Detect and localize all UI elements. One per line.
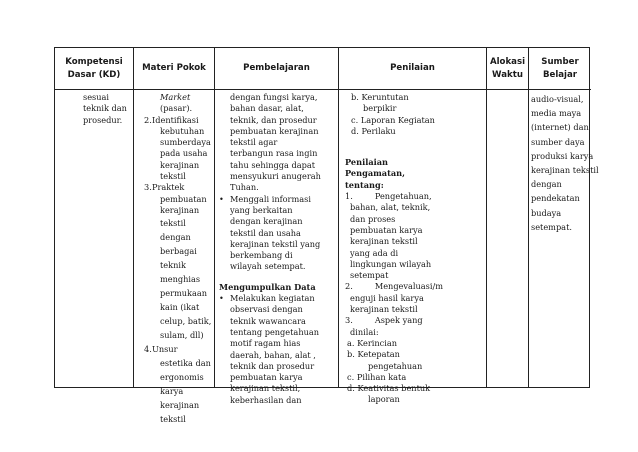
pembelajaran-line: Menggali informasi — [230, 193, 311, 204]
penilaian-line: Ketepatan — [357, 349, 400, 360]
penilaian-line: Laporan Kegiatan — [360, 114, 435, 125]
sumber-line: dengan — [531, 179, 562, 190]
penilaian-line: lingkungan wilayah — [350, 258, 432, 269]
sumber-line: kerajinan tekstil — [531, 165, 599, 176]
penilaian-label: d. — [351, 125, 359, 136]
materi-line: menghias — [160, 274, 201, 285]
materi-line: pada usaha — [160, 148, 208, 159]
materi-line: tekstil — [160, 171, 186, 182]
pembelajaran-line: dengan kerajinan — [230, 216, 303, 227]
sumber-line: media maya — [531, 108, 582, 119]
pembelajaran-line: kerajinan tekstil yang — [230, 238, 321, 249]
penilaian-line: Pengetahuan, — [374, 191, 432, 202]
penilaian-label: d. — [347, 383, 355, 394]
sumber-line: sumber daya — [531, 136, 585, 147]
penilaian-line: Keruntutan — [361, 92, 409, 102]
materi-line: teknik — [160, 260, 186, 271]
penilaian-heading: tentang: — [345, 179, 384, 190]
pembelajaran-line: motif ragam hias — [230, 338, 301, 349]
penilaian-line: dan proses — [350, 213, 396, 224]
header-kompetensi-line2: Dasar (KD) — [67, 69, 121, 80]
penilaian-heading: Pengamatan, — [345, 168, 405, 179]
sumber-line: produksi karya — [531, 150, 594, 161]
header-sumber-label: Sumber Belajar — [541, 56, 579, 80]
materi-line: kain (ikat — [160, 302, 200, 313]
header-penilaian-label: Penilaian — [390, 63, 435, 73]
pembelajaran-line: teknik, dan prosedur — [230, 114, 317, 125]
materi-line: sumberdaya — [160, 137, 211, 148]
pembelajaran-line: teknik dan prosedur — [230, 360, 315, 371]
penilaian-line: Keativitas bentuk — [357, 383, 431, 394]
materi-line: dengan — [160, 232, 191, 243]
pembelajaran-line: Melakukan kegiatan — [230, 293, 315, 304]
pembelajaran-line: kerajinan tekstil, — [230, 383, 301, 394]
penilaian-line: pembuatan karya — [350, 224, 423, 235]
header-pembelajaran — [215, 48, 339, 90]
penilaian-line: Pilihan kata — [356, 371, 407, 382]
pembelajaran-line: pembuatan kerajinan — [230, 125, 319, 136]
pembelajaran-line: mensyukuri anugerah — [230, 171, 321, 182]
penilaian-line: bahan, alat, teknik, — [350, 202, 431, 213]
pembelajaran-line: daerah, bahan, alat , — [230, 349, 316, 360]
kd-line: sesuai — [83, 92, 110, 102]
pembelajaran-line: tekstil agar — [230, 137, 278, 148]
pembelajaran-line: bahan dasar, alat, — [230, 103, 304, 114]
pembelajaran-line: wilayah setempat. — [230, 261, 306, 272]
header-materi — [134, 48, 215, 90]
alokasi-cell — [487, 90, 529, 387]
materi-line: sulam, dll) — [160, 330, 204, 341]
pembelajaran-cell — [215, 90, 339, 405]
penilaian-label: a. — [347, 337, 355, 348]
header-penilaian — [339, 48, 487, 90]
penilaian-line: kerajinan tekstil — [350, 236, 418, 247]
header-alokasi-line1: Alokasi — [489, 56, 526, 67]
materi-line: Unsur — [152, 344, 178, 355]
materi-number: 3. — [144, 182, 152, 193]
materi-number: 2. — [144, 114, 152, 125]
materi-line: ergonomis — [160, 372, 204, 383]
pembelajaran-line: berkembang di — [230, 250, 293, 261]
header-kompetensi — [55, 48, 134, 90]
penilaian-label: c. — [347, 371, 355, 382]
header-pembelajaran-label: Pembelajaran — [243, 63, 310, 73]
pembelajaran-line: dengan fungsi karya, — [230, 92, 318, 102]
pembelajaran-line: keberhasilan dan — [230, 394, 302, 405]
materi-line: (pasar). — [160, 103, 193, 114]
header-alokasi-line2: Waktu — [492, 69, 523, 80]
kd-cell — [55, 90, 134, 387]
header-sumber — [529, 48, 591, 90]
penilaian-label: c. — [351, 114, 359, 125]
materi-line: tekstil — [160, 218, 186, 229]
syllabus-table — [54, 47, 599, 425]
sumber-line: setempat. — [531, 221, 572, 232]
materi-line: celup, batik, — [160, 316, 212, 327]
penilaian-line: berpikir — [363, 103, 397, 114]
materi-number: 4. — [144, 344, 152, 355]
sumber-line: pendekatan — [531, 193, 580, 204]
section-heading: Mengumpulkan Data — [219, 281, 316, 292]
sumber-line: audio-visual, — [531, 94, 584, 104]
sumber-line: (internet) dan — [531, 122, 589, 133]
pembelajaran-line: tentang pengetahuan — [230, 326, 320, 337]
header-alokasi — [487, 48, 529, 90]
penilaian-line: Perilaku — [361, 125, 396, 136]
materi-line: kerajinan — [160, 159, 200, 170]
materi-line: Praktek — [152, 182, 185, 193]
materi-line: Identifikasi — [152, 114, 199, 125]
pembelajaran-line: yang berkaitan — [230, 204, 293, 215]
sumber-line: budaya — [531, 207, 562, 218]
materi-line: kebutuhan — [160, 125, 205, 136]
penilaian-number: 2. — [345, 281, 353, 292]
bullet-icon: • — [219, 293, 224, 304]
penilaian-line: kerajinan tekstil — [350, 304, 418, 315]
penilaian-label: b. — [347, 349, 355, 360]
pembelajaran-line: observasi dengan — [230, 304, 303, 315]
materi-line: tekstil — [160, 414, 186, 425]
penilaian-line: dinilai: — [350, 326, 379, 337]
penilaian-line: setempat — [350, 270, 389, 281]
penilaian-line: laporan — [368, 394, 400, 405]
kd-line: prosedur. — [83, 114, 123, 125]
bullet-icon: • — [219, 193, 224, 204]
materi-line: permukaan — [160, 288, 208, 299]
penilaian-cell — [339, 90, 487, 405]
header-materi-label: Materi Pokok — [142, 63, 206, 73]
penilaian-line: Kerincian — [357, 337, 397, 348]
penilaian-number: 3. — [345, 315, 353, 326]
materi-line: estetika dan — [160, 358, 211, 369]
materi-line: Market — [160, 92, 191, 102]
materi-line: kerajinan — [160, 204, 200, 215]
materi-line: pembuatan — [160, 193, 207, 204]
penilaian-line: Aspek yang — [374, 315, 423, 326]
pembelajaran-line: tahu sehingga dapat — [230, 159, 316, 170]
penilaian-line: Mengevaluasi/m — [374, 281, 444, 292]
kd-line: teknik dan — [83, 103, 127, 114]
pembelajaran-line: Tuhan. — [230, 182, 259, 193]
materi-cell — [134, 90, 215, 425]
sumber-cell — [529, 90, 599, 387]
penilaian-number: 1. — [345, 191, 353, 202]
penilaian-heading: Penilaian — [345, 157, 388, 168]
penilaian-label: b. — [351, 92, 359, 102]
penilaian-line: enguji hasil karya — [350, 292, 424, 303]
pembelajaran-line: teknik wawancara — [230, 315, 306, 326]
header-kompetensi-line1: Kompetensi — [65, 56, 123, 67]
materi-line: berbagai — [160, 246, 197, 257]
materi-line: kerajinan — [160, 400, 200, 411]
penilaian-line: yang ada di — [350, 247, 399, 258]
pembelajaran-line: pembuatan karya — [230, 372, 303, 383]
penilaian-line: pengetahuan — [368, 360, 423, 371]
pembelajaran-line: terbangun rasa ingin — [230, 148, 318, 159]
pembelajaran-line: tekstil dan usaha — [230, 227, 301, 238]
materi-line: karya — [160, 386, 184, 397]
